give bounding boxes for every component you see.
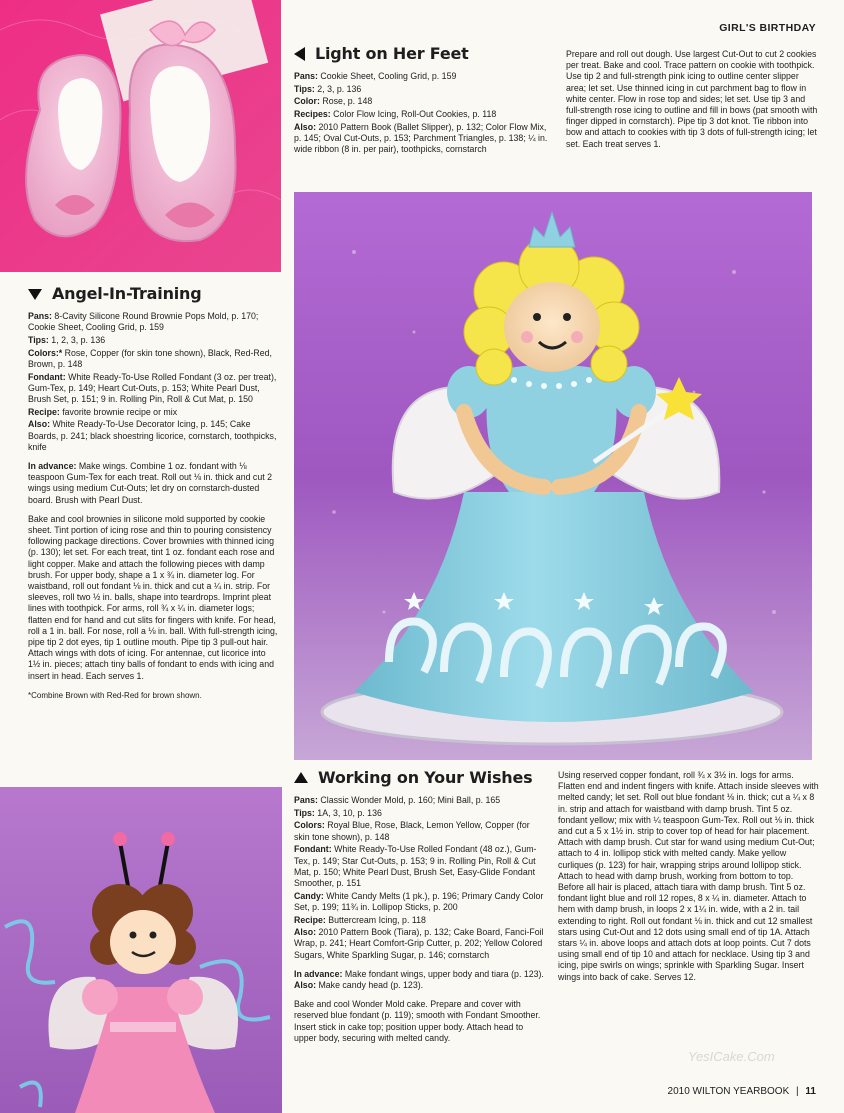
light-title: Light on Her Feet (315, 44, 469, 63)
left-slipper (26, 55, 120, 236)
spec-line: Pans: Cookie Sheet, Cooling Grid, p. 159 (294, 71, 457, 81)
wishes-advance: In advance: Make fondant wings, upper body and tiara (p. 123). Also: Make candy head (p. 123). (294, 968, 544, 991)
arrow-up-icon (294, 772, 308, 783)
spec-line: Also: 2010 Pattern Book (Ballet Slipper), p. 132; Color Flow Mix, p. 145; Oval Cut-Outs, p. 153; Parchment Triangles, p. 138; ¼ in. wide ribbon (8 in. per pair), toothpicks, cornstarch (294, 121, 548, 155)
wishes-instructions-cont: Using reserved copper fondant, roll ¾ x 3½ in. logs for arms. Flatten end and indent fingers with knife. Attach inside sleeves with melted candy; let set. Roll out blue fondant ⅛ in. thick; cut a ¼ x 8 in. strip and attach for waistband with damp brush. Tint 5 oz. fondant yellow; mix with ¼ teaspoon Gum-Tex. Roll out ⅛ in. thick and cut a 5 x 1½ in. strip to cover top of head for hair placement. Attach with damp brush. Cut star for wand using medium Cut-Out; attach to 4 in. lollipop stick with melted candy. Make yellow curliques (p. 123) for hair, wrapping strips around lollipop stick. Attach to head with damp brush, working from bottom to top. Before all hair is placed, attach tiara with damp brush. Tint 5 oz. fondant light blue and roll 12 ropes, 8 x ¼ in. diameter. Attach to hem with damp brush, in loops 2 x 1¼ in. wide, with a 2 in. tail extending to right. Roll out fondant ⅛ in. thick and cut 12 smallest stars using Cut-Out and 12 dots using small end of tip 1A. Attach stars ¼ in. above loops and attach dots at loop points. Cut 7 dots using small end of tip 10 and attach for necklace. Using tip 3 and icing, pipe swirls on wings; sprinkle with Sparkling Sugar. Insert wings into back of cake. Serves 12. (558, 770, 819, 982)
fairy-face (504, 282, 600, 372)
spec-line: Also: 2010 Pattern Book (Tiara), p. 132; Cake Board, Fanci-Foil Wrap, p. 241; Heart Comfort-Grip Cutter, p. 202; Yellow Colored Sugars, White Sparkling Sugar, p. 146; cornstarch (294, 927, 544, 960)
spec-line: Tips: 1A, 3, 10, p. 136 (294, 807, 382, 818)
light-specs (294, 71, 556, 155)
angel-specs (28, 311, 280, 453)
angel-heading (28, 284, 280, 303)
angel-instructions: Bake and cool brownies in silicone mold supported by cookie sheet. Tint portion of icing rose and thin to pouring consistency following package directions. Cover brownies with thinned icing (p. 130); let set. For each treat, tint 1 oz. fondant each rose and light copper. Make and attach the following pieces with damp brush. For upper body, shape a 1 x ¾ in. diameter log. For waistband, roll out fondant ⅛ in. thick and cut a ¼ in. strip. For sleeves, roll two ½ in. balls, shape into teardrops. Imprint pleat lines with toothpick. For arms, roll ¾ x ¼ in. diameter logs; flatten end for hand and cut slits for fingers with knife. For head, roll a 1 in. ball. For nose, roll a ⅛ in. ball. With full-strength icing, pipe tip 2 dot eyes, tip 1 outline mouth. Pipe tip 3 pull-out hair. Attach wings with dots of icing. For antennae, cut licorice into 1½ in. pieces; attach tiny balls of fondant to ends with icing and insert in head. Each serves 1. (28, 513, 278, 681)
spec-line: Pans: 8-Cavity Silicone Round Brownie Pops Mold, p. 170; Cookie Sheet, Cooling Grid, p. 159 (28, 311, 259, 333)
light-heading (294, 44, 556, 63)
spec-line: Pans: Classic Wonder Mold, p. 160; Mini Ball, p. 165 (294, 795, 501, 805)
wishes-recipe (294, 768, 546, 1044)
spec-line: Fondant: White Ready-To-Use Rolled Fondant (48 oz.), Gum-Tex, p. 149; Star Cut-Outs, p. 153; 9 in. Rolling Pin, Roll & Cut Mat, p. 150; White Pearl Dust, Brush Set, Easy-Glide Fondant Smoother, p. 151 (294, 844, 537, 888)
angel-advance: In advance: Make wings. Combine 1 oz. fondant with ⅛ teaspoon Gum-Tex for each treat. Roll out ⅛ in. thick and cut 2 wings using medium Cut-Outs; let dry on cornstarch-dusted board. Brush with Pearl Dust. (28, 460, 272, 505)
wishes-title: Working on Your Wishes (318, 768, 533, 787)
spec-line: Also: White Ready-To-Use Decorator Icing, p. 145; Cake Boards, p. 241; black shoestring licorice, cornstarch, toothpicks, knife (28, 419, 277, 452)
angel-face (110, 910, 176, 974)
wishes-heading (294, 768, 546, 787)
angel-brownie-photo (0, 787, 282, 1113)
footer-separator: | (796, 1086, 799, 1097)
spec-line: Recipe: favorite brownie recipe or mix (28, 406, 178, 417)
spec-line: Recipes: Color Flow Icing, Roll-Out Cookies, p. 118 (294, 109, 497, 120)
arrow-left-icon (294, 47, 305, 61)
spec-line: Fondant: White Ready-To-Use Rolled Fondant (3 oz. per treat), Gum-Tex, p. 149; Heart Cut-Outs, p. 153; White Pearl Dust, Brush Set, p. 151; 9 in. Rolling Pin, Roll & Cut Mat, p. 150 (28, 371, 277, 404)
arrow-down-icon (28, 289, 42, 300)
angel-recipe (28, 284, 280, 701)
page-footer (668, 1086, 816, 1097)
fairy-cake-photo (294, 192, 812, 760)
spec-line: Candy: White Candy Melts (1 pk.), p. 196; Primary Candy Color Set, p. 199; 11¾ in. Lollipop Sticks, p. 200 (294, 890, 544, 912)
spec-line: Color: Rose, p. 148 (294, 96, 373, 107)
spec-line: Tips: 2, 3, p. 136 (294, 83, 362, 94)
spec-line: Colors: Royal Blue, Rose, Black, Lemon Yellow, Copper (for skin tone shown), p. 148 (294, 820, 530, 842)
spec-line: Tips: 1, 2, 3, p. 136 (28, 334, 106, 345)
publication-name: 2010 WILTON YEARBOOK (667, 1086, 790, 1097)
section-label: GIRL'S BIRTHDAY (719, 22, 816, 34)
angel-title: Angel-In-Training (52, 284, 202, 303)
wishes-instructions: Bake and cool Wonder Mold cake. Prepare and cover with reserved blue fondant (p. 119); smooth with Fondant Smoother. Insert stick in cake top; position upper body. Attach head to upper body, securing with melted candy. (294, 999, 541, 1043)
spec-line: Recipe: Buttercream Icing, p. 118 (294, 914, 426, 925)
light-instructions: Prepare and roll out dough. Use largest Cut-Out to cut 2 cookies per treat. Bake and cool. Trace pattern on cookie with toothpick. Use tip 2 and full-strength pink icing to outline center slipper area; let set. Use thinned icing in cut parchment bag to flow in white center. Flow in rose top and sides; let set. Use tip 3 and full-strength rose icing to outline and fill in bows (pat smooth with finger dipped in cornstarch). Pipe tip 3 dot knot. Tie ribbon into bow and attach to cookies with tip 3 dots of full-strength icing; let set. Each treat serves 1. (566, 49, 818, 149)
right-slipper (130, 45, 236, 241)
watermark: YesICake.Com (688, 1049, 775, 1064)
spec-line: Colors:* Rose, Copper (for skin tone shown), Black, Red-Red, Brown, p. 148 (28, 347, 272, 369)
angel-footnote: *Combine Brown with Red-Red for brown shown. (28, 690, 202, 700)
page-number: 11 (805, 1086, 816, 1097)
slipper-cookies-photo (0, 0, 281, 272)
light-recipe (294, 44, 556, 157)
wishes-specs (294, 795, 546, 961)
